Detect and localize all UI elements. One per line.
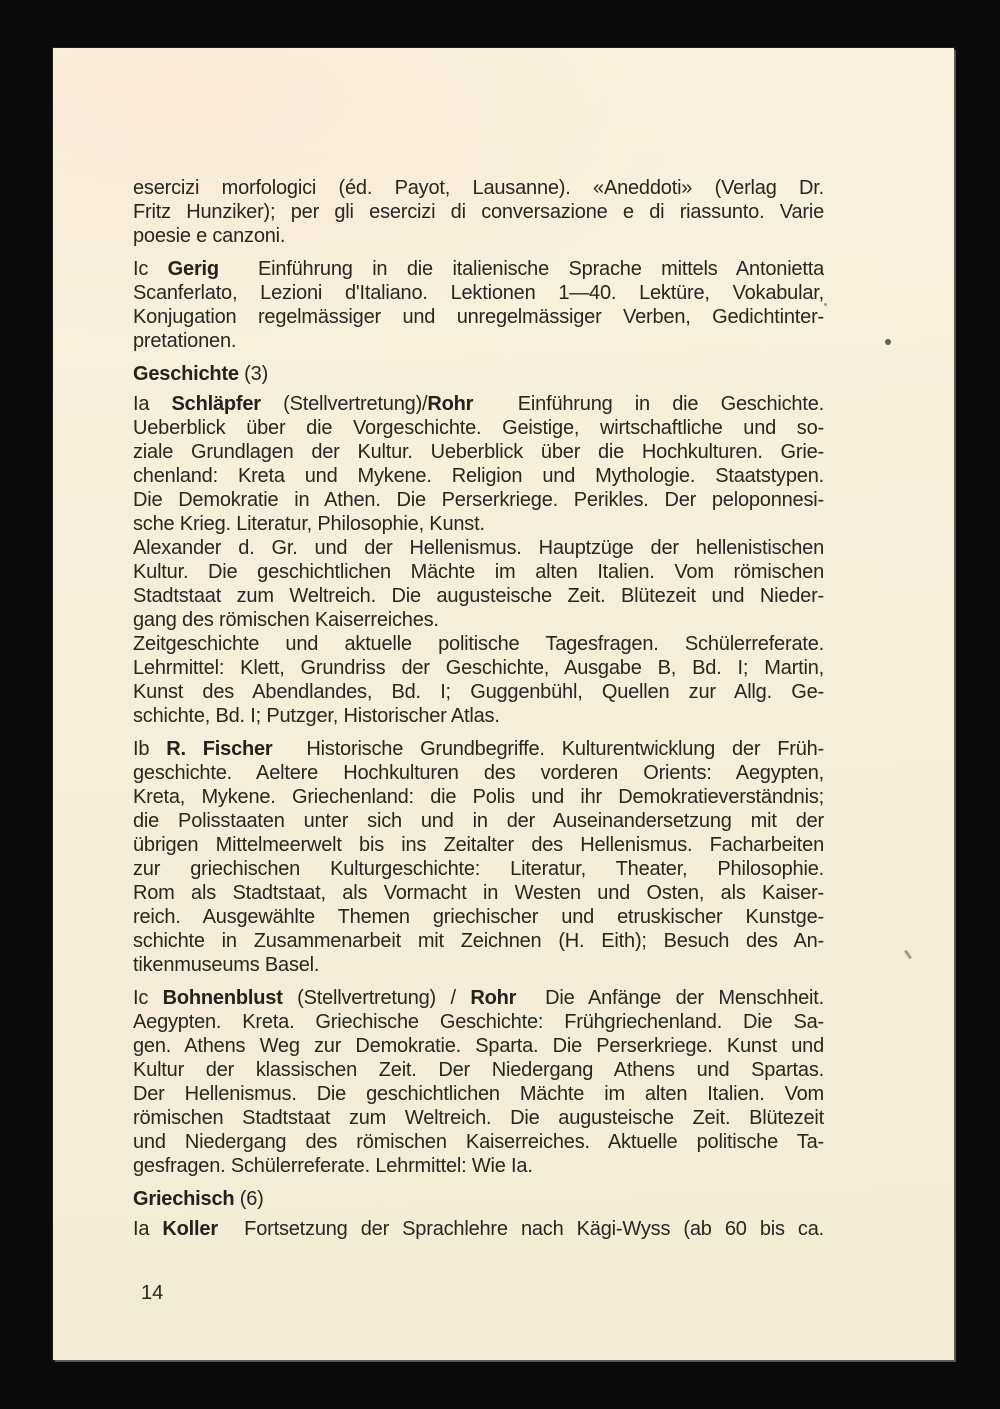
text-run: Fritz Hunziker); per gli esercizi di conversazione e di riassunto. Varie bbox=[133, 201, 824, 223]
text-run: Alexander d. Gr. und der Hellenismus. Hauptzüge der hellenistischen bbox=[133, 537, 824, 559]
text-run: esercizi morfologici (éd. Payot, Lausanne). «Aneddoti» (Verlag Dr. bbox=[133, 177, 824, 199]
text-run: Ib bbox=[133, 738, 167, 760]
bold-text-run: Bohnenblust bbox=[162, 987, 283, 1009]
text-run: Kultur der klassischen Zeit. Der Niedergang Athens und Spartas. bbox=[133, 1059, 824, 1081]
text-run: Rom als Stadtstaat, als Vormacht in Westen und Osten, als Kaiser- bbox=[133, 882, 824, 904]
paragraph-ia-schlaepfer-rohr bbox=[133, 392, 824, 728]
text-run: Historische Grundbegriffe. Kulturentwicklung der Früh- bbox=[272, 738, 824, 760]
text-line bbox=[133, 362, 824, 386]
text-line bbox=[133, 656, 824, 680]
text-run: Ic bbox=[133, 987, 163, 1009]
text-line bbox=[133, 281, 824, 305]
text-run: gesfragen. Schülerreferate. Lehrmittel: Wie Ia. bbox=[133, 1155, 533, 1177]
text-run: sche Krieg. Literatur, Philosophie, Kunst. bbox=[133, 513, 485, 535]
text-line bbox=[133, 905, 824, 929]
section-heading-griechisch bbox=[133, 1187, 824, 1211]
text-run: Kreta, Mykene. Griechenland: die Polis und ihr Demokratieverständnis; bbox=[133, 786, 824, 808]
text-line bbox=[133, 440, 824, 464]
text-line bbox=[133, 680, 824, 704]
text-run: ziale Grundlagen der Kultur. Ueberblick über die Hochkulturen. Grie- bbox=[133, 441, 824, 463]
text-line bbox=[133, 560, 824, 584]
text-run: Die Anfänge der Menschheit. bbox=[516, 987, 824, 1009]
text-run: römischen Stadtstaat zum Weltreich. Die augusteische Zeit. Blütezeit bbox=[133, 1107, 824, 1129]
text-run: Fortsetzung der Sprachlehre nach Kägi-Wyss (ab 60 bis ca. bbox=[217, 1218, 824, 1240]
text-line bbox=[133, 584, 824, 608]
section-heading-geschichte bbox=[133, 362, 824, 386]
scan-speck bbox=[824, 303, 827, 306]
text-line bbox=[133, 392, 824, 416]
text-line bbox=[133, 416, 824, 440]
text-run: reich. Ausgewählte Themen griechischer und etruskischer Kunstge- bbox=[133, 906, 824, 928]
text-run: (3) bbox=[238, 363, 269, 385]
text-line bbox=[133, 305, 824, 329]
text-run: Scanferlato, Lezioni d'Italiano. Lektionen 1—40. Lektüre, Vokabular, bbox=[133, 282, 824, 304]
scan-speck bbox=[885, 339, 891, 345]
text-line bbox=[133, 608, 824, 632]
text-line bbox=[133, 512, 824, 536]
text-run: Kunst des Abendlandes, Bd. I; Guggenbühl, Quellen zur Allg. Ge- bbox=[133, 681, 824, 703]
text-run: Konjugation regelmässiger und unregelmässiger Verben, Gedichtinter- bbox=[133, 306, 824, 328]
text-run: Stadtstaat zum Weltreich. Die augusteische Zeit. Blütezeit und Nieder- bbox=[133, 585, 824, 607]
paragraph-ib-r-fischer bbox=[133, 737, 824, 977]
text-line bbox=[133, 761, 824, 785]
text-run: pretationen. bbox=[133, 330, 237, 352]
paragraph-italian-continuation bbox=[133, 176, 824, 248]
text-run: chenland: Kreta und Mykene. Religion und Mythologie. Staatstypen. bbox=[133, 465, 824, 487]
text-run: Ia bbox=[133, 393, 172, 415]
text-run: Ic bbox=[133, 258, 168, 280]
text-run: Die Demokratie in Athen. Die Perserkriege. Perikles. Der peloponnesi- bbox=[133, 489, 824, 511]
text-line bbox=[133, 200, 824, 224]
text-run: poesie e canzoni. bbox=[133, 225, 286, 247]
text-run: und Niedergang des römischen Kaiserreiches. Aktuelle politische Ta- bbox=[133, 1131, 824, 1153]
text-run: übrigen Mittelmeerwelt bis ins Zeitalter des Hellenismus. Facharbeiten bbox=[133, 834, 824, 856]
page-text-column bbox=[133, 176, 824, 1241]
paragraph-ic-gerig-italian bbox=[133, 257, 824, 353]
text-run: tikenmuseums Basel. bbox=[133, 954, 320, 976]
text-line bbox=[133, 986, 824, 1010]
text-line bbox=[133, 536, 824, 560]
text-line bbox=[133, 1187, 824, 1211]
text-line bbox=[133, 632, 824, 656]
paragraph-ic-bohnenblust-rohr bbox=[133, 986, 824, 1178]
text-run: Zeitgeschichte und aktuelle politische Tagesfragen. Schülerreferate. bbox=[133, 633, 824, 655]
text-line bbox=[133, 929, 824, 953]
text-line bbox=[133, 1217, 824, 1241]
text-line bbox=[133, 1010, 824, 1034]
text-line bbox=[133, 1058, 824, 1082]
text-line bbox=[133, 488, 824, 512]
text-line bbox=[133, 833, 824, 857]
text-run: Aegypten. Kreta. Griechische Geschichte: Frühgriechenland. Die Sa- bbox=[133, 1011, 824, 1033]
text-run: schichte, Bd. I; Putzger, Historischer Atlas. bbox=[133, 705, 500, 727]
text-line bbox=[133, 704, 824, 728]
text-line bbox=[133, 737, 824, 761]
bold-text-run: Gerig bbox=[167, 258, 219, 280]
text-run: zur griechischen Kulturgeschichte: Literatur, Theater, Philosophie. bbox=[133, 858, 824, 880]
bold-text-run: Geschichte bbox=[133, 363, 239, 385]
bold-text-run: Griechisch bbox=[133, 1188, 235, 1210]
page-number: 14 bbox=[141, 1282, 164, 1304]
text-line bbox=[133, 857, 824, 881]
text-line bbox=[133, 224, 824, 248]
text-line bbox=[133, 809, 824, 833]
text-run: gang des römischen Kaiserreiches. bbox=[133, 609, 439, 631]
document-page bbox=[53, 48, 954, 1360]
text-line bbox=[133, 1130, 824, 1154]
text-run: Ueberblick über die Vorgeschichte. Geistige, wirtschaftliche und so- bbox=[133, 417, 824, 439]
bold-text-run: Koller bbox=[162, 1218, 218, 1240]
bold-text-run: R. Fischer bbox=[166, 738, 273, 760]
text-line bbox=[133, 785, 824, 809]
text-run: Ia bbox=[133, 1218, 163, 1240]
text-line bbox=[133, 1034, 824, 1058]
text-line bbox=[133, 176, 824, 200]
text-line bbox=[133, 1106, 824, 1130]
text-line bbox=[133, 464, 824, 488]
text-run: Kultur. Die geschichtlichen Mächte im alten Italien. Vom römischen bbox=[133, 561, 824, 583]
text-line bbox=[133, 953, 824, 977]
bold-text-run: Rohr bbox=[470, 987, 517, 1009]
text-run: Einführung in die italienische Sprache mittels Antonietta bbox=[218, 258, 824, 280]
text-run: (Stellvertretung) / bbox=[282, 987, 471, 1009]
text-run: Der Hellenismus. Die geschichtlichen Mächte im alten Italien. Vom bbox=[133, 1083, 824, 1105]
text-run: Einführung in die Geschichte. bbox=[473, 393, 824, 415]
text-line bbox=[133, 1154, 824, 1178]
text-line bbox=[133, 329, 824, 353]
paragraph-ia-koller-greek bbox=[133, 1217, 824, 1241]
text-run: gen. Athens Weg zur Demokratie. Sparta. Die Perserkriege. Kunst und bbox=[133, 1035, 824, 1057]
text-run: schichte in Zusammenarbeit mit Zeichnen (H. Eith); Besuch des An- bbox=[133, 930, 824, 952]
text-run: geschichte. Aeltere Hochkulturen des vorderen Orients: Aegypten, bbox=[133, 762, 824, 784]
text-run: (6) bbox=[234, 1188, 264, 1210]
bold-text-run: Schläpfer bbox=[171, 393, 261, 415]
text-line bbox=[133, 257, 824, 281]
text-run: Lehrmittel: Klett, Grundriss der Geschichte, Ausgabe B, Bd. I; Martin, bbox=[133, 657, 824, 679]
text-run: (Stellvertretung)/ bbox=[260, 393, 428, 415]
bold-text-run: Rohr bbox=[427, 393, 474, 415]
text-line bbox=[133, 1082, 824, 1106]
text-run: die Polisstaaten unter sich und in der Auseinandersetzung mit der bbox=[133, 810, 824, 832]
text-line bbox=[133, 881, 824, 905]
